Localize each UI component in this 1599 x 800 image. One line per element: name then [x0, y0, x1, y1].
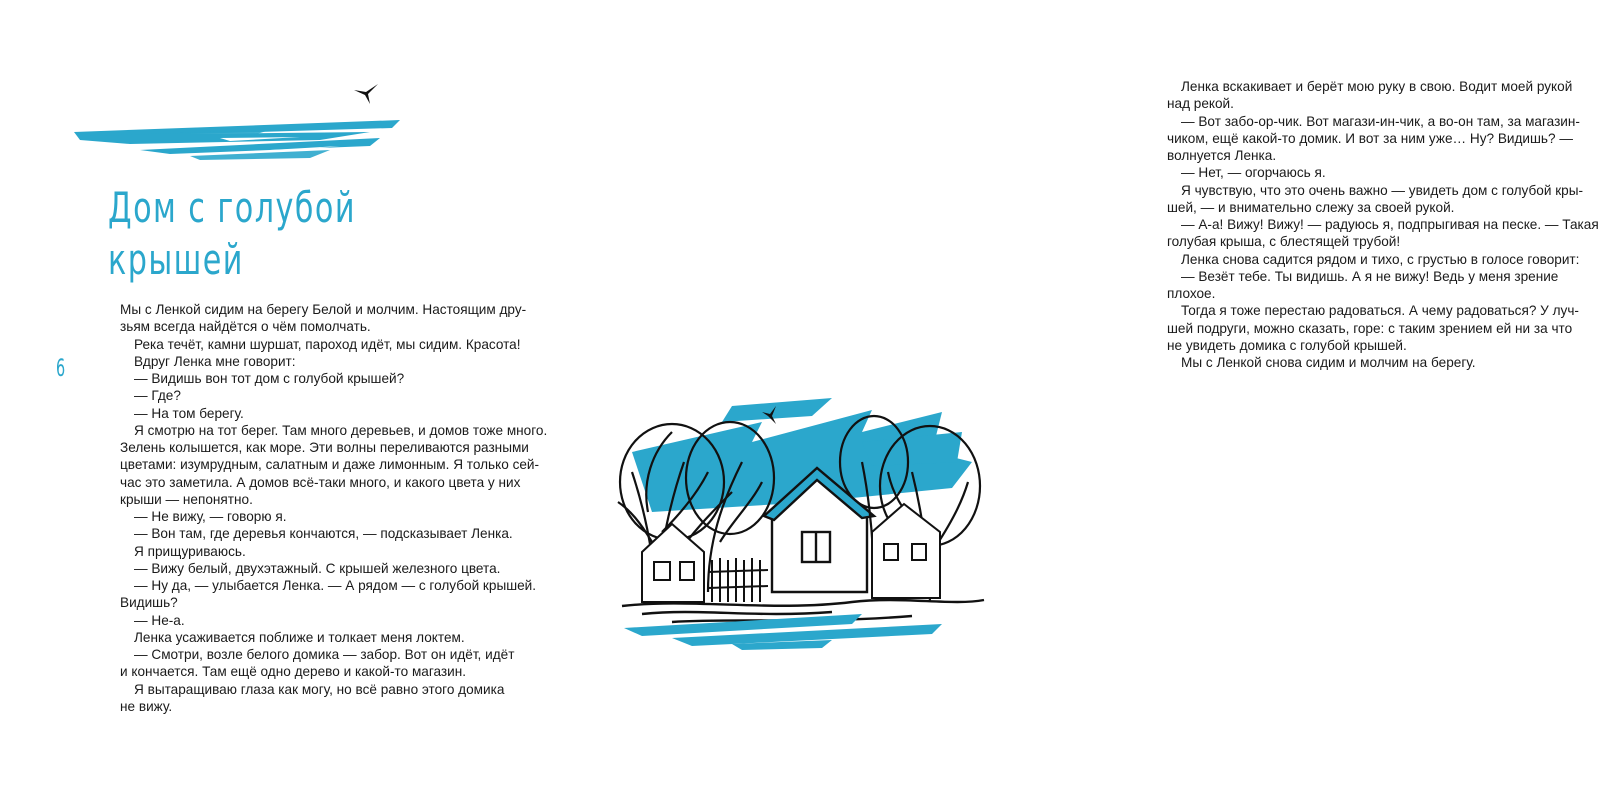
- text-line: — На том берегу.: [134, 405, 244, 421]
- text-line: зьям всегда найдётся о чём помолчать.: [120, 319, 371, 335]
- left-page-text: [120, 301, 548, 715]
- text-line: шей, — и внимательно слежу за своей рукой.: [1167, 199, 1455, 215]
- left-page: [0, 0, 555, 800]
- bird-icon: [352, 80, 380, 106]
- text-line: Мы с Ленкой сидим на берегу Белой и молчим. Настоящим дру-: [120, 302, 527, 317]
- text-line: — Вот забо-ор-чик. Вот магази-ин-чик, а во-он там, за магазин-: [1181, 113, 1580, 129]
- text-line: час это заметила. А домов всё-таки много, и какого цвета у них: [120, 474, 521, 490]
- text-line: — Нет, — огорчаюсь я.: [1181, 165, 1326, 181]
- text-line: Ленка вскакивает и берёт мою руку в свою. Водит моей рукой: [1181, 79, 1573, 94]
- text-line: Я смотрю на тот берег. Там много деревьев, и домов тоже много.: [134, 422, 548, 438]
- chapter-title-line-2: крышей: [108, 235, 244, 284]
- text-line: — Ну да, — улыбается Ленка. — А рядом — с голубой крышей.: [134, 578, 537, 593]
- text-line: не увидеть домика с голубой крышей.: [1167, 337, 1407, 353]
- text-line: Тогда я тоже перестаю радоваться. А чему радоваться? У луч-: [1181, 303, 1579, 319]
- chapter-title: [108, 182, 367, 286]
- text-line: — Не вижу, — говорю я.: [134, 509, 287, 524]
- text-line: — Смотри, возле белого домика — забор. Вот он идёт, идёт: [134, 647, 515, 662]
- text-line: Видишь?: [120, 595, 178, 611]
- text-line: чиком, ещё какой-то домик. И вот за ним уже… Ну? Видишь? —: [1167, 130, 1573, 146]
- text-line: Зелень колышется, как море. Эти волны переливаются разными: [120, 440, 529, 455]
- village-houses-illustration: [612, 392, 992, 650]
- text-line: — Видишь вон тот дом с голубой крышей?: [134, 371, 405, 386]
- chapter-title-line-1: Дом с голубой: [108, 183, 356, 232]
- text-line: не вижу.: [120, 698, 173, 714]
- page-number: 6: [56, 354, 66, 382]
- text-line: Вдруг Ленка мне говорит:: [134, 353, 296, 369]
- text-line: Мы с Ленкой снова сидим и молчим на берегу.: [1181, 355, 1476, 370]
- text-line: Я вытаращиваю глаза как могу, но всё равно этого домика: [134, 681, 505, 697]
- text-line: — А-а! Вижу! Вижу! — радуюсь я, подпрыгивая на песке. — Такая: [1181, 217, 1599, 232]
- text-line: плохое.: [1167, 286, 1216, 301]
- text-line: голубая крыша, с блестящей трубой!: [1167, 234, 1401, 250]
- text-line: Я прищуриваюсь.: [134, 543, 246, 559]
- text-line: — Везёт тебе. Ты видишь. А я не вижу! Ведь у меня зрение: [1181, 268, 1559, 284]
- right-page-text: [1167, 78, 1599, 371]
- text-line: — Не-а.: [134, 612, 185, 628]
- text-line: шей подруги, можно сказать, горе: с таким зрением ей ни за что: [1167, 320, 1573, 336]
- text-line: Река течёт, камни шуршат, пароход идёт, мы сидим. Красота!: [134, 336, 521, 352]
- text-line: Ленка усаживается поближе и толкает меня локтем.: [134, 629, 465, 645]
- text-line: — Вон там, где деревья кончаются, — подсказывает Ленка.: [134, 526, 513, 542]
- text-line: над рекой.: [1167, 96, 1234, 112]
- text-line: волнуется Ленка.: [1167, 148, 1277, 163]
- text-line: — Где?: [134, 388, 181, 404]
- text-line: Ленка снова садится рядом и тихо, с грустью в голосе говорит:: [1181, 251, 1580, 267]
- text-line: крыши — непонятно.: [120, 491, 253, 507]
- text-line: — Вижу белый, двухэтажный. С крышей железного цвета.: [134, 560, 501, 576]
- text-line: Я чувствую, что это очень важно — увидеть дом с голубой кры-: [1181, 182, 1584, 198]
- blue-brush-stroke-decoration: [70, 110, 410, 170]
- text-line: и кончается. Там ещё одно дерево и какой-то магазин.: [120, 664, 467, 680]
- text-line: цветами: изумрудным, салатным и даже лимонным. Я только сей-: [120, 457, 540, 473]
